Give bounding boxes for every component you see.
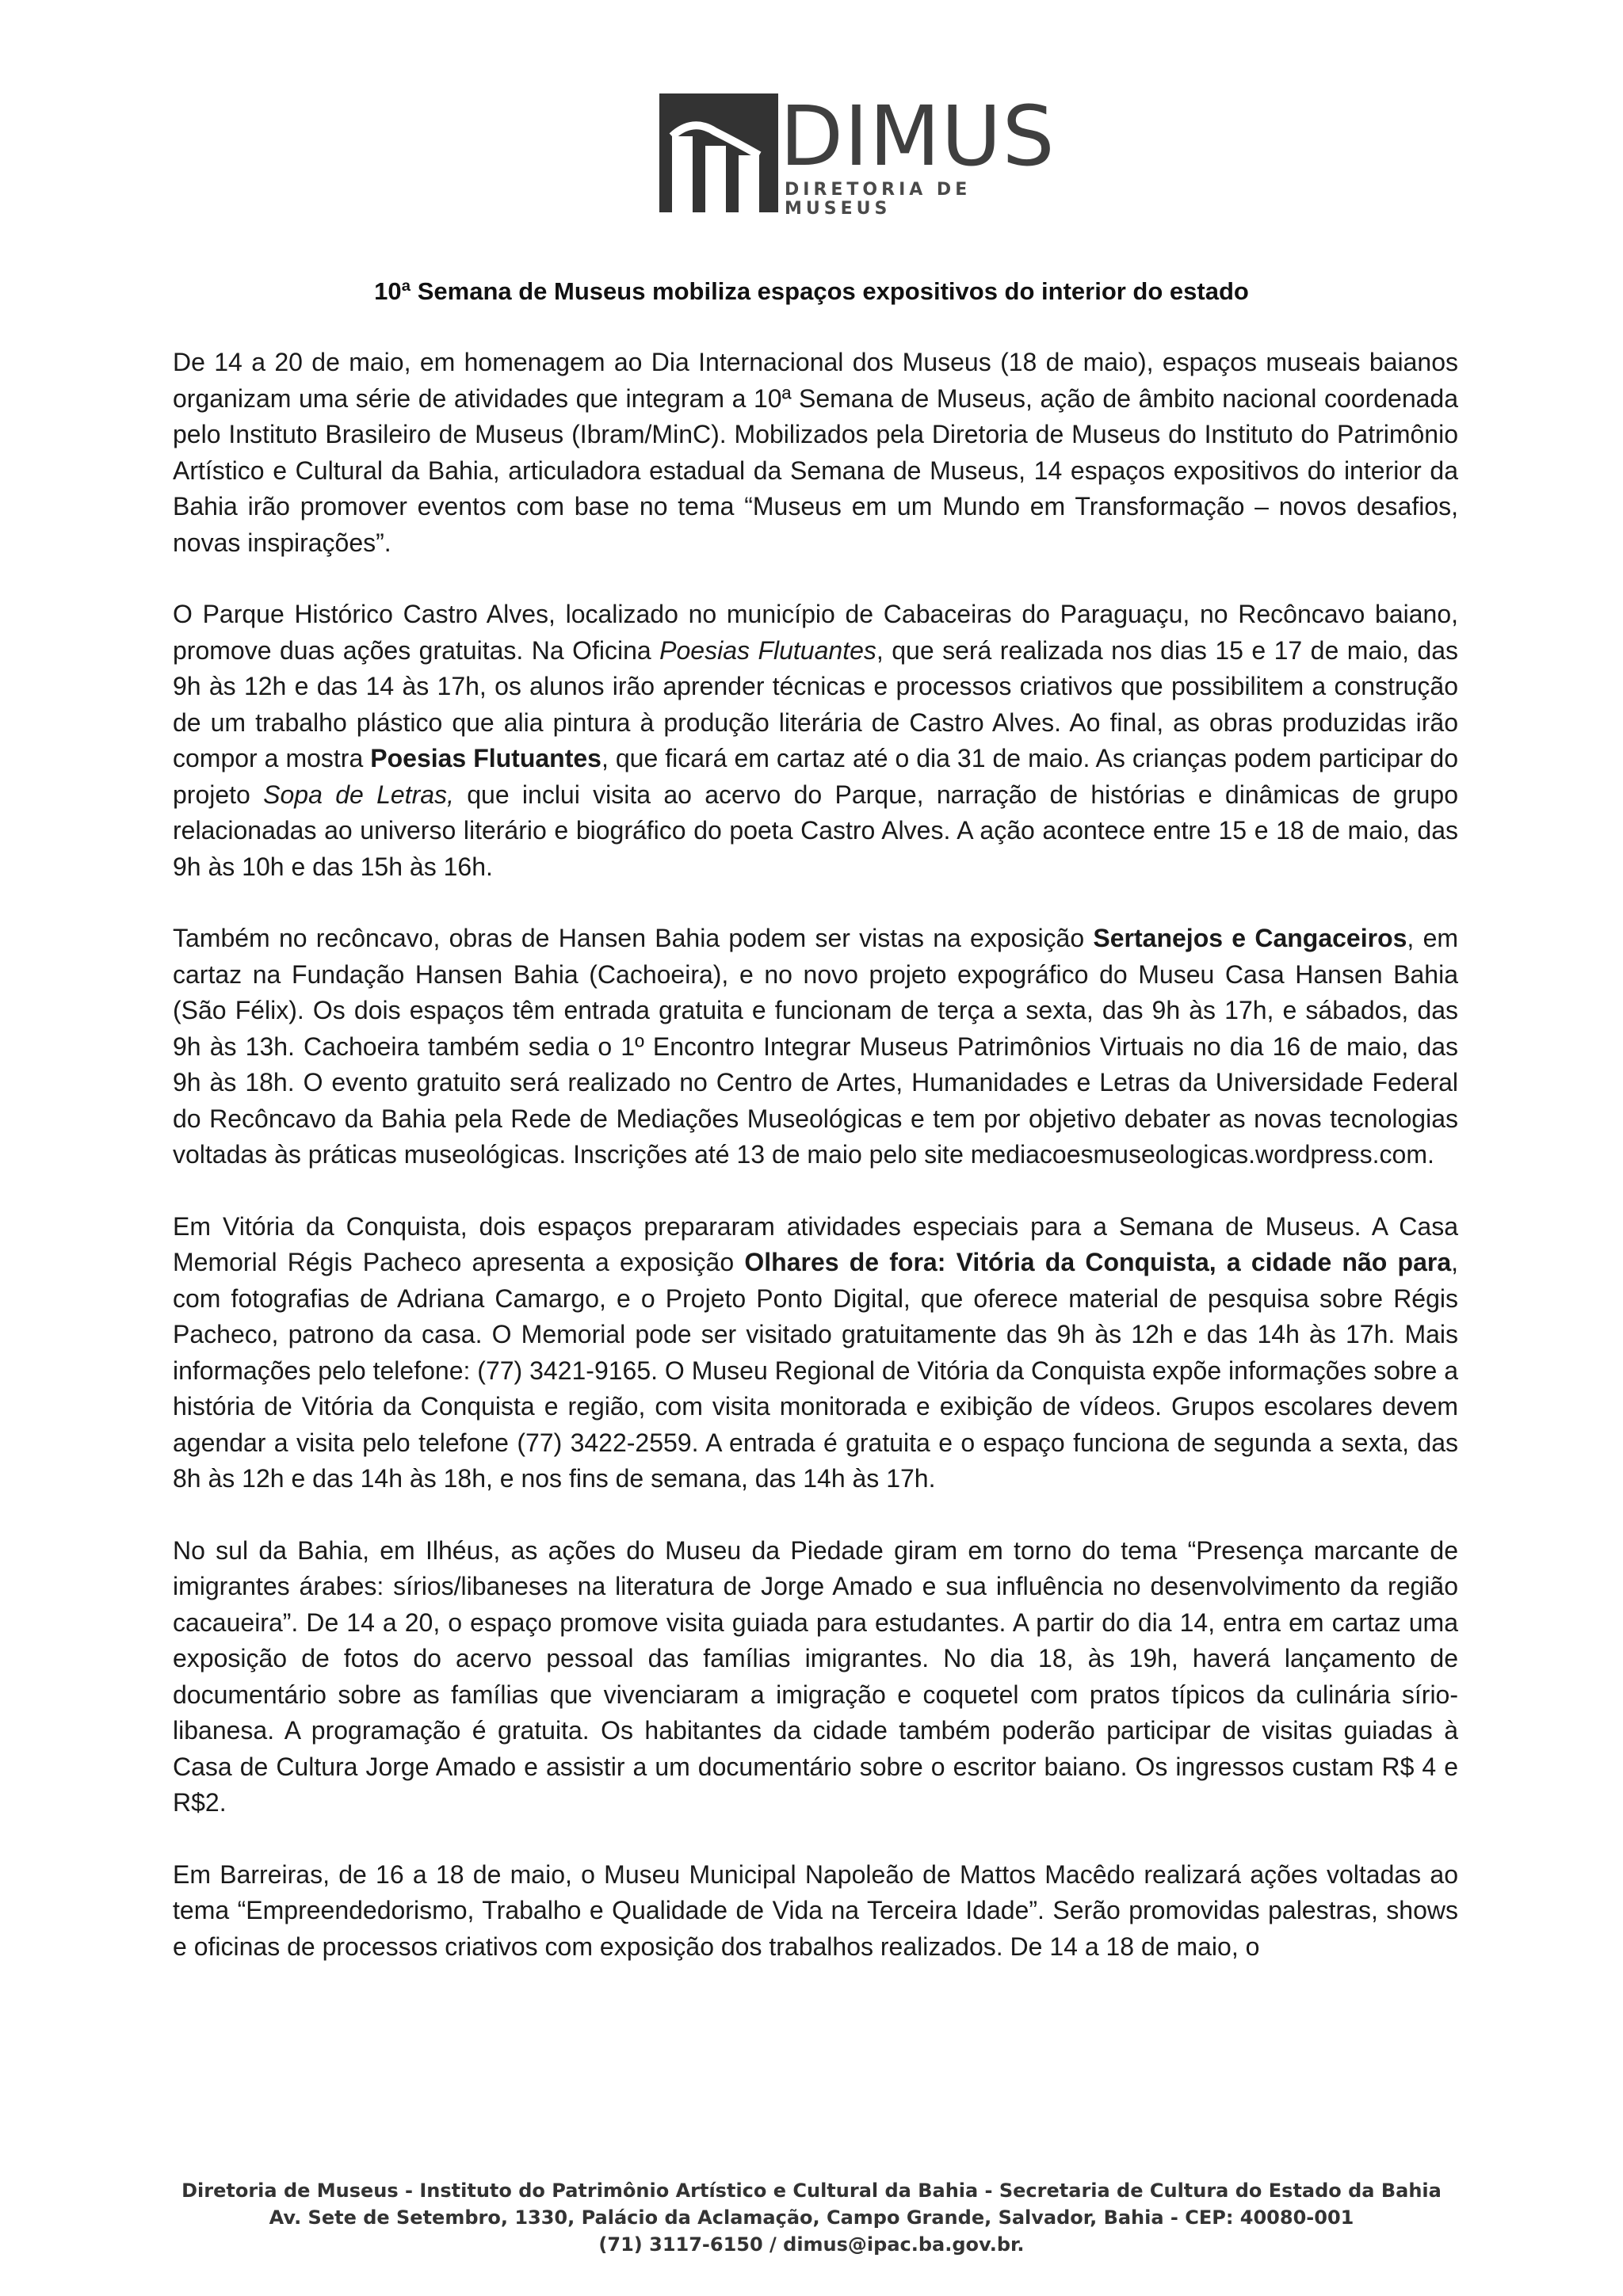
logo-subtitle: DIRETORIA DE MUSEUS (785, 180, 972, 219)
paragraph-text: O Parque Histórico Castro Alves, localizado no município de Cabaceiras do Paraguaçu, no Recôncavo baiano, promove duas ações gratuitas. Na Oficina (173, 600, 1458, 665)
document-title: 10ª Semana de Museus mobiliza espaços expositivos do interior do estado (374, 277, 1249, 305)
paragraph-ilheus (173, 1533, 1458, 1821)
italic-title: Sopa de Letras, (263, 780, 454, 809)
paragraph-text: , que será realizada nos dias 15 e 17 de maio, das 9h às 12h e das 14 às 17h, os alunos irão aprender técnicas e processos criativos que possibilitem a construção de um trabalho plástico que alia pintura à produção literária de Castro Alves. Ao final, as obras produzidas irão compor a mostra (173, 635, 1459, 772)
paragraph-text: Em Barreiras, de 16 a 18 de maio, o Museu Municipal Napoleão de Mattos Macêdo realizará ações voltadas ao tema “Empreendedorismo, Trabalho e Qualidade de Vida na Terceira Idade”. Serão promovidas palestras, shows e oficinas de processos criativos com exposição dos trabalhos realizados. De 14 a 18 de maio, o (173, 1859, 1458, 1961)
footer-line-contact: (71) 3117-6150 / dimus@ipac.ba.gov.br. (598, 2233, 1025, 2256)
paragraph-text: De 14 a 20 de maio, em homenagem ao Dia Internacional dos Museus (18 de maio), espaços museais baianos organizam uma série de atividades que integram a 10ª Semana de Museus, ação de âmbito nacional coordenada pelo Instituto Brasileiro de Museus (Ibram/MinC). Mobilizados pela Diretoria de Museus do Instituto do Patrimônio Artístico e Cultural da Bahia, articuladora estadual da Semana de Museus, 14 espaços expositivos do interior da Bahia irão promover eventos com base no tema “Museus em um Mundo em Transformação – novos desafios, novas inspirações”. (173, 348, 1458, 557)
page-footer (143, 2177, 1480, 2258)
paragraph-vitoria-da-conquista (173, 1209, 1458, 1497)
paragraph-castro-alves (173, 597, 1458, 885)
paragraph-text: , que ficará em cartaz até o dia 31 de maio. As crianças podem participar do projeto (173, 744, 1459, 809)
paragraph-text: No sul da Bahia, em Ilhéus, as ações do Museu da Piedade giram em torno do tema “Presença marcante de imigrantes árabes: sírios/libaneses na literatura de Jorge Amado e sua influência no desenvolvimento da região cacaueira”. De 14 a 20, o espaço promove visita guiada para estudantes. A partir do dia 14, entra em cartaz uma exposição de fotos do acervo pessoal das famílias imigrantes. No dia 18, às 19h, haverá lançamento de documentário sobre as famílias que vivenciaram a imigração e coquetel com pratos típicos da culinária sírio-libanesa. A programação é gratuita. Os habitantes da cidade também poderão participar de visitas guiadas à Casa de Cultura Jorge Amado e assistir a um documentário sobre o escritor baiano. Os ingressos custam R$ 4 e R$2. (173, 1535, 1458, 1817)
paragraph-text: Em Vitória da Conquista, dois espaços prepararam atividades especiais para a Semana de Museus. A Casa Memorial Régis Pacheco apresenta a exposição (173, 1211, 1458, 1276)
dimus-logo (659, 88, 1056, 219)
italic-title: Poesias Flutuantes (659, 635, 876, 665)
paragraph-text: que inclui visita ao acervo do Parque, narração de histórias e dinâmicas de grupo relacionadas ao universo literário e biográfico do poeta Castro Alves. A ação acontece entre 15 e 18 de maio, das 9h às 10h e das 15h às 16h. (173, 780, 1459, 881)
bold-title: Poesias Flutuantes (370, 744, 601, 772)
dimus-logo-mark-icon (659, 93, 778, 212)
paragraph-text: Também no recôncavo, obras de Hansen Bahia podem ser vistas na exposição (173, 924, 1094, 952)
footer-line-address: Av. Sete de Setembro, 1330, Palácio da Aclamação, Campo Grande, Salvador, Bahia - CEP: 40080-001 (269, 2206, 1354, 2229)
footer-line-institution: Diretoria de Museus - Instituto do Patrimônio Artístico e Cultural da Bahia - Secretaria de Cultura do Estado da Bahia (181, 2180, 1442, 2202)
paragraph-barreiras (173, 1857, 1458, 1966)
document-body (173, 345, 1458, 2000)
paragraph-text: , em cartaz na Fundação Hansen Bahia (Cachoeira), e no novo projeto expográfico do Museu Casa Hansen Bahia (São Félix). Os dois espaços têm entrada gratuita e funcionam de terça a sexta, das 9h às 17h, e sábados, das 9h às 13h. Cachoeira também sedia o 1º Encontro Integrar Museus Patrimônios Virtuais no dia 16 de maio, das 9h às 18h. O evento gratuito será realizado no Centro de Artes, Humanidades e Letras da Universidade Federal do Recôncavo da Bahia pela Rede de Mediações Museológicas e tem por objetivo debater as novas tecnologias voltadas às práticas museológicas. Inscrições até 13 de maio pelo site mediacoesmuseologicas.wordpress.com. (173, 924, 1459, 1169)
paragraph-text: , com fotografias de Adriana Camargo, e o Projeto Ponto Digital, que oferece material de pesquisa sobre Régis Pacheco, patrono da casa. O Memorial pode ser visitado gratuitamente das 9h às 12h e das 14h às 17h. Mais informações pelo telefone: (77) 3421-9165. O Museu Regional de Vitória da Conquista expõe informações sobre a história de Vitória da Conquista e região, com visita monitorada e exibição de vídeos. Grupos escolares devem agendar a visita pelo telefone (77) 3422-2559. A entrada é gratuita e o espaço funciona de segunda a sexta, das 8h às 12h e das 14h às 18h, e nos fins de semana, das 14h às 17h. (173, 1248, 1459, 1493)
paragraph-hansen-bahia (173, 921, 1458, 1173)
logo-wordmark: DIMUS (780, 88, 1056, 185)
bold-title: Olhares de fora: Vitória da Conquista, a cidade não para (744, 1248, 1452, 1276)
bold-title: Sertanejos e Cangaceiros (1093, 924, 1407, 952)
paragraph-intro (173, 345, 1458, 561)
